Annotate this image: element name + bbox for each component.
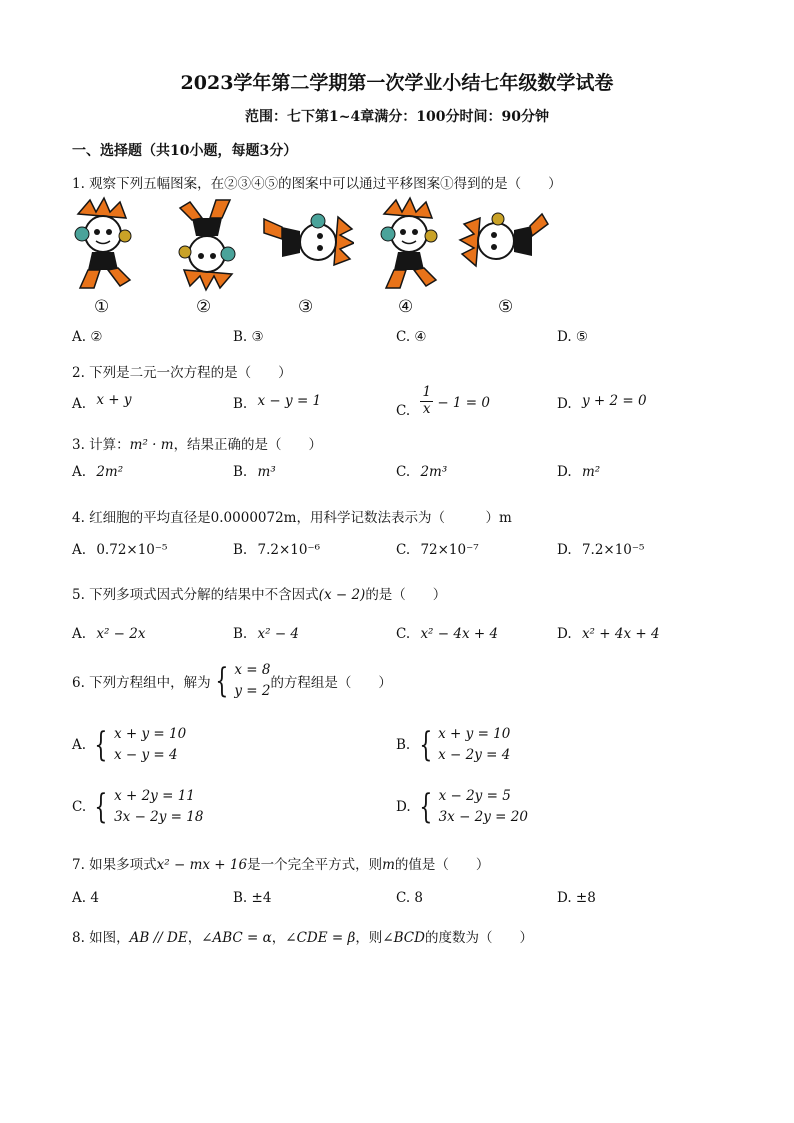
stem-math: x² − mx + 16 <box>156 857 248 873</box>
stem-text: 的方程组是（ ） <box>270 674 392 691</box>
mascot-figure-1 <box>70 196 136 292</box>
mascot-figure-5 <box>458 208 554 276</box>
stem-math: ∠ABC = α <box>201 930 272 946</box>
question-4-stem: 4. 红细胞的平均直径是0.0000072m，用科学记数法表示为（ ）m <box>72 510 512 526</box>
q7-option-d[interactable]: D. ±8 <box>557 890 596 906</box>
q1-option-b[interactable]: B. ③ <box>233 329 264 345</box>
question-5-stem <box>72 583 446 603</box>
q2-option-c[interactable] <box>396 384 491 419</box>
question-7-stem <box>72 853 489 873</box>
q5-option-a[interactable] <box>72 626 145 642</box>
option-letter: B. <box>233 464 248 480</box>
system-line: x − y = 4 <box>113 746 178 763</box>
q4-option-a[interactable] <box>72 542 167 558</box>
expression: − 1 = 0 <box>437 394 491 411</box>
option-letter: C. <box>396 464 411 480</box>
q5-option-d[interactable] <box>557 626 660 642</box>
option-letter: D. <box>557 542 572 558</box>
expression: x² − 2x <box>96 626 146 642</box>
stem-text: 8. 如图， <box>72 930 130 946</box>
system-line: x + 2y = 11 <box>114 788 195 804</box>
fraction-numerator: 1 <box>422 384 432 400</box>
equation-system: { x + y = 10 x − 2y = 4 <box>418 724 511 765</box>
system-line: x + y = 10 <box>113 726 187 742</box>
mascot-figure-2 <box>170 196 240 292</box>
expression: x² + 4x + 4 <box>581 626 660 642</box>
expression: 72×10⁻⁷ <box>420 542 479 558</box>
option-letter: A. <box>72 542 87 558</box>
q3-option-d[interactable] <box>557 464 600 480</box>
q1-option-d[interactable]: D. ⑤ <box>557 329 589 345</box>
equation-system: { x + 2y = 11 3x − 2y = 18 <box>94 786 204 827</box>
stem-text: 的值是（ ） <box>394 857 490 873</box>
expression: 2m³ <box>420 464 448 480</box>
q7-option-b[interactable]: B. ±4 <box>233 890 272 906</box>
question-2-stem: 2. 下列是二元一次方程的是（ ） <box>72 365 292 381</box>
q6-option-c[interactable] <box>72 786 203 828</box>
q4-option-c[interactable] <box>396 542 479 558</box>
q3-option-a[interactable] <box>72 464 123 480</box>
expression: 7.2×10⁻⁵ <box>581 542 645 558</box>
figure-label-3: ③ <box>298 297 314 317</box>
expression: 2m² <box>96 464 124 480</box>
option-letter: C. <box>72 798 87 815</box>
question-3-stem <box>72 433 322 453</box>
stem-text: 5. 下列多项式因式分解的结果中不含因式 <box>72 587 319 603</box>
question-1-stem: 1. 观察下列五幅图案，在②③④⑤的图案中可以通过平移图案①得到的是（ ） <box>72 176 562 192</box>
option-letter: A. <box>72 396 87 412</box>
q2-option-d[interactable] <box>557 393 647 412</box>
stem-math: ∠CDE = β <box>285 930 356 946</box>
expression: x² − 4 <box>257 626 300 642</box>
system-line: x − 2y = 5 <box>438 788 511 804</box>
expression: m³ <box>257 464 276 480</box>
option-letter: D. <box>557 464 572 480</box>
q2-option-b[interactable] <box>233 393 322 412</box>
q4-option-d[interactable] <box>557 542 644 558</box>
fraction-denominator: x <box>422 400 431 417</box>
stem-text: ， <box>187 930 202 946</box>
stem-math: (x − 2) <box>318 587 366 603</box>
exam-subtitle: 范围：七下第1~4章满分：100分时间：90分钟 <box>245 109 549 125</box>
figure-label-4: ④ <box>398 297 414 317</box>
stem-math: ∠BCD <box>382 930 425 946</box>
option-letter: B. <box>233 626 248 642</box>
option-letter: C. <box>396 542 411 558</box>
system-line: 3x − 2y = 20 <box>438 808 528 825</box>
expression: m² <box>581 464 601 480</box>
question-8-stem <box>72 926 533 946</box>
system-line: y = 2 <box>234 682 271 699</box>
option-letter: A. <box>72 736 87 753</box>
stem-text: 的度数为（ ） <box>424 930 533 946</box>
option-letter: C. <box>396 626 411 642</box>
q7-option-c[interactable]: C. 8 <box>396 890 424 906</box>
solution-system: { x = 8 y = 2 <box>215 660 271 701</box>
q6-option-b[interactable] <box>396 724 510 766</box>
expression: 0.72×10⁻⁵ <box>96 542 168 558</box>
option-letter: B. <box>396 736 411 753</box>
system-line: 3x − 2y = 18 <box>114 808 204 825</box>
exam-title: 2023学年第二学期第一次学业小结七年级数学试卷 <box>180 72 614 94</box>
stem-math: m² · m <box>129 437 174 453</box>
stem-text: 3. 计算： <box>72 437 130 453</box>
q6-option-a[interactable] <box>72 724 186 766</box>
stem-text: ，结果正确的是（ ） <box>173 437 323 453</box>
expression: 7.2×10⁻⁶ <box>257 542 321 558</box>
expression: y + 2 = 0 <box>581 393 647 409</box>
q3-option-c[interactable] <box>396 464 447 480</box>
system-line: x − 2y = 4 <box>438 746 511 763</box>
figure-label-1: ① <box>94 297 110 317</box>
q1-option-c[interactable]: C. ④ <box>396 329 427 345</box>
mascot-figure-3 <box>262 206 354 278</box>
stem-text: 7. 如果多项式 <box>72 857 157 873</box>
option-letter: A. <box>72 464 87 480</box>
expression: x − y = 1 <box>257 393 322 409</box>
section-heading: 一、选择题（共10小题，每题3分） <box>72 143 298 159</box>
mascot-figure-4 <box>376 196 442 292</box>
option-letter: C. <box>396 402 411 419</box>
q5-option-c[interactable] <box>396 626 498 642</box>
stem-text: 6. 下列方程组中，解为 <box>72 674 211 691</box>
option-letter: B. <box>233 396 248 412</box>
q3-option-b[interactable] <box>233 464 276 480</box>
question-6-stem <box>72 660 392 702</box>
expression: x² − 4x + 4 <box>420 626 499 642</box>
stem-text: ， <box>271 930 286 946</box>
q1-option-a[interactable]: A. ② <box>72 329 103 345</box>
figure-label-2: ② <box>196 297 212 317</box>
option-letter: D. <box>396 798 411 815</box>
option-letter: B. <box>233 542 248 558</box>
stem-text: 是一个完全平方式，则 <box>247 857 383 873</box>
stem-text: ，则 <box>355 930 383 946</box>
option-letter: A. <box>72 626 87 642</box>
q5-option-b[interactable] <box>233 626 299 642</box>
stem-math: m <box>382 857 395 873</box>
option-letter: D. <box>557 626 572 642</box>
equation-system: { x − 2y = 5 3x − 2y = 20 <box>419 786 528 827</box>
expression: x + y <box>96 392 132 408</box>
option-letter: D. <box>557 396 572 412</box>
q7-option-a[interactable]: A. 4 <box>72 890 99 906</box>
system-line: x + y = 10 <box>438 726 511 742</box>
system-line: x = 8 <box>234 662 271 678</box>
stem-text: 的是（ ） <box>365 587 447 603</box>
equation-system: { x + y = 10 x − y = 4 <box>94 724 187 765</box>
q6-option-d[interactable] <box>396 786 528 828</box>
q2-option-a[interactable] <box>72 392 132 412</box>
stem-math: AB // DE <box>129 930 188 946</box>
figure-label-5: ⑤ <box>498 297 514 317</box>
q4-option-b[interactable] <box>233 542 320 558</box>
